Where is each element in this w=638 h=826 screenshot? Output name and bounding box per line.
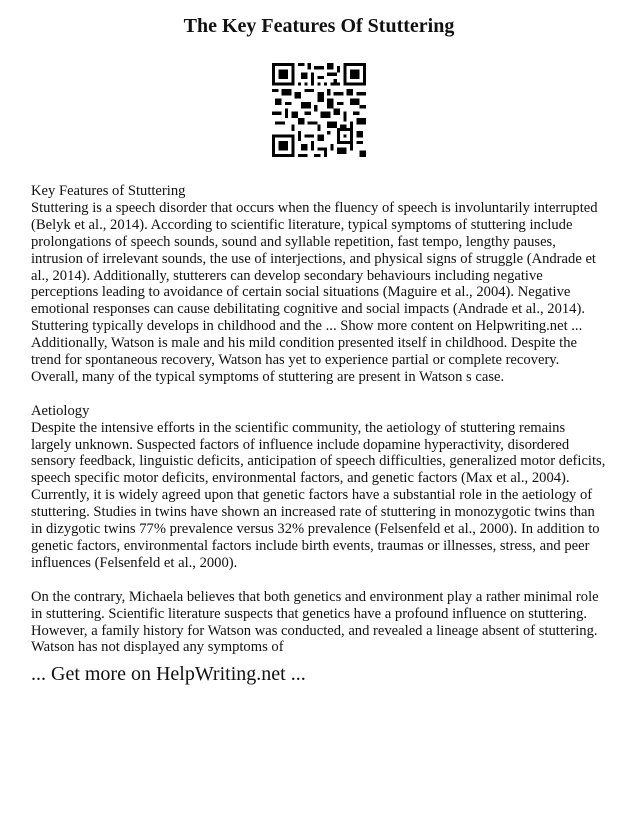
paragraph-watson-case: Additionally, Watson is male and his mild condition presented itself in childhood. Despite the trend for spontaneous recovery, Watson has yet to experience partial or complete recovery. Overall, many of the typical symptoms of stuttering are present in Watson s case. [31,335,578,385]
paragraph-intro: Stuttering is a speech disorder that occurs when the fluency of speech is involuntarily interrupted (Belyk et al., 2014). According to scientific literature, typical symptoms of stuttering include prolongations of speech sounds, sound and syllable repetition, fast tempo, lengthy pauses, intrusion of irrelevant sounds, the use of interjections, and physical signs of struggle (Andrade et al., 2014). Additionally, stutterers can develop secondary behaviours including negative perceptions leading to avoidance of certain social situations (Maguire et al., 2004). Negative emotional responses can cause debilitating cognitive and social impacts (Andrade et al., 2014). Stuttering typically develops in childhood and the ... Show more content on Helpwriting.net ... [31,199,598,335]
get-more-link[interactable]: ... Get more on HelpWriting.net ... [31,663,306,685]
section-heading-key-features: Key Features of Stuttering [31,183,186,199]
section-heading-aetiology: Aetiology [31,402,90,419]
article-body [31,183,609,656]
page-title: The Key Features Of Stuttering [183,15,455,37]
paragraph-aetiology: Despite the intensive efforts in the scientific community, the aetiology of stuttering remains largely unknown. Suspected factors of influence include dopamine hyperactivity, disordered sensory feedback, linguistic deficits, anticipation of speech difficulties, generalized motor deficits, speech specific motor deficits, environmental factors, and genetic factors (Max et al., 2004). Currently, it is widely agreed upon that genetic factors have a substantial role in the aetiology of stuttering. Studies in twins have shown an increased rate of stuttering in monozygotic twins than in dizygotic twins 77% prevalence versus 32% prevalence (Felsenfeld et al., 2000). In addition to genetic factors, environmental factors include birth events, traumas or illnesses, stress, and peer influences (Felsenfeld et al., 2000). [31,419,606,571]
paragraph-contrary: On the contrary, Michaela believes that both genetics and environment play a rather minimal role in stuttering. Scientific literature suspects that genetics have a profound influence on stuttering. However, a family history for Watson was conducted, and revealed a lineage absent of stuttering. Watson has not displayed any symptoms of [31,588,599,656]
qr-code-icon[interactable] [272,63,366,157]
